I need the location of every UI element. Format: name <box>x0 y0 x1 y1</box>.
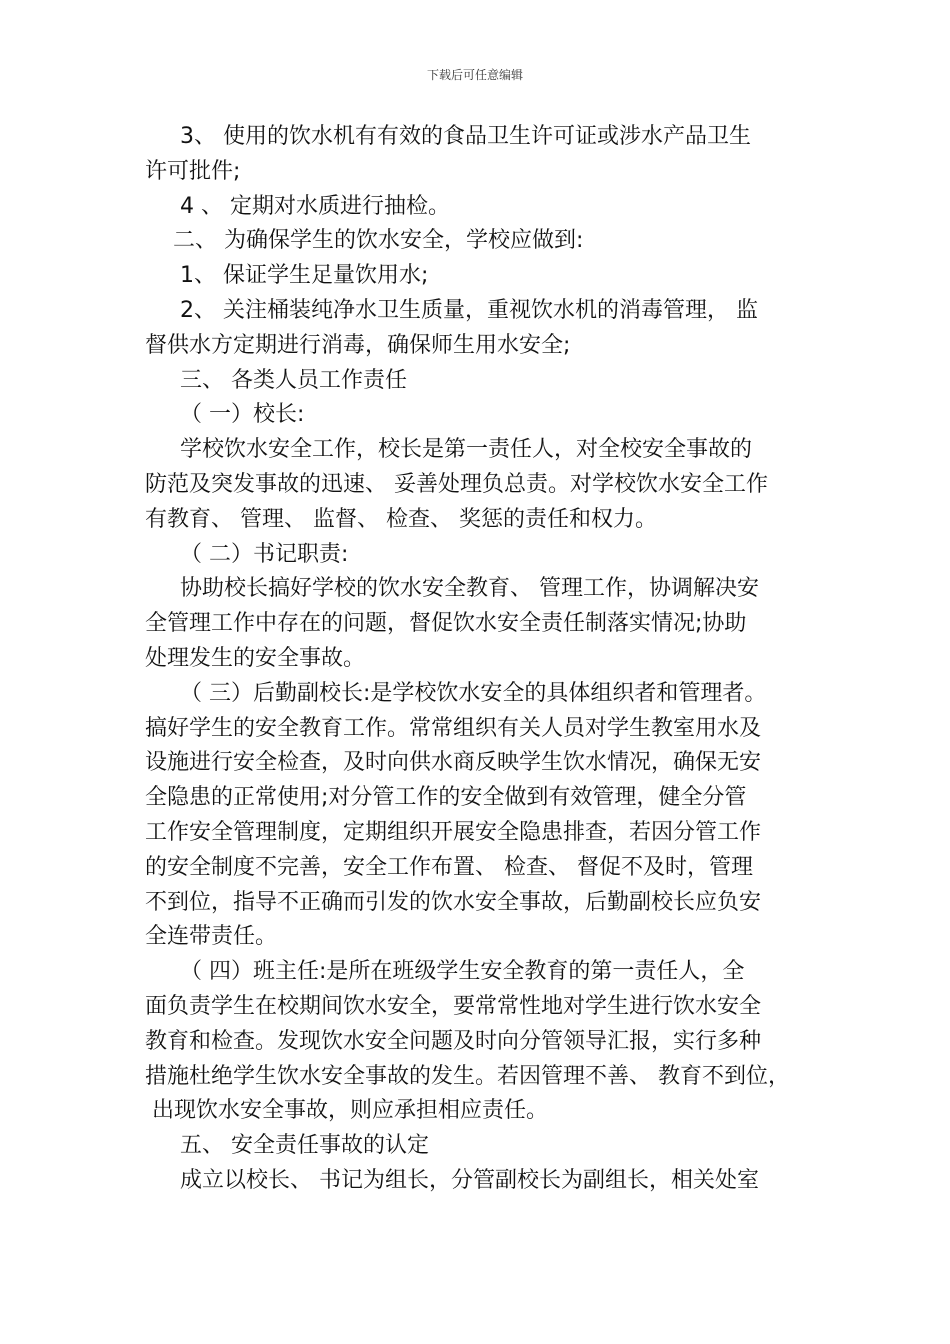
text-line: 教育和检查。发现饮水安全问题及时向分管领导汇报，实行多种 <box>145 1028 762 1054</box>
text-line: 工作安全管理制度，定期组织开展安全隐患排查，若因分管工作 <box>145 819 762 845</box>
subsection-heading: （ 一）校长: <box>145 402 305 428</box>
text-line: 防范及突发事故的迅速、 妥善处理负总责。对学校饮水安全工作 <box>145 471 768 497</box>
text-line: 处理发生的安全事故。 <box>145 645 366 671</box>
text-line: 4 、 定期对水质进行抽检。 <box>145 193 450 219</box>
text-line: 协助校长搞好学校的饮水安全教育、 管理工作，协调解决安 <box>145 576 759 602</box>
text-line: 全管理工作中存在的问题，督促饮水安全责任制落实情况;协助 <box>145 611 747 637</box>
text-line: （ 四）班主任:是所在班级学生安全教育的第一责任人，全 <box>145 959 745 985</box>
text-line: 3、 使用的饮水机有有效的食品卫生许可证或涉水产品卫生 <box>145 124 751 149</box>
text-line: 的安全制度不完善，安全工作布置、 检查、 督促不及时，管理 <box>145 854 753 880</box>
section-heading: 五、 安全责任事故的认定 <box>145 1133 429 1159</box>
subsection-heading: （ 二）书记职责: <box>145 541 349 567</box>
text-line: 全连带责任。 <box>145 924 278 950</box>
page-header-note: 下载后可任意编辑 <box>426 68 523 82</box>
text-line: 督供水方定期进行消毒，确保师生用水安全; <box>145 332 571 358</box>
document-body <box>145 120 815 1199</box>
text-line: 不到位，指导不正确而引发的饮水安全事故，后勤副校长应负安 <box>145 889 762 915</box>
text-line: 2、 关注桶装纯净水卫生质量，重视饮水机的消毒管理， 监 <box>145 297 758 323</box>
text-line: （ 三）后勤副校长:是学校饮水安全的具体组织者和管理者。 <box>145 680 767 706</box>
text-line: 设施进行安全检查，及时向供水商反映学生饮水情况，确保无安 <box>145 750 762 776</box>
text-line: 许可批件; <box>145 158 241 184</box>
section-heading: 二、 为确保学生的饮水安全，学校应做到: <box>145 228 584 254</box>
text-line: 面负责学生在校期间饮水安全，要常常性地对学生进行饮水安全 <box>145 993 762 1019</box>
text-line: 搞好学生的安全教育工作。常常组织有关人员对学生教室用水及 <box>145 715 762 741</box>
text-line: 1、 保证学生足量饮用水; <box>145 263 429 289</box>
section-heading: 三、 各类人员工作责任 <box>145 367 407 393</box>
text-line: 措施杜绝学生饮水安全事故的发生。若因管理不善、 教育不到位， <box>145 1063 790 1089</box>
text-line: 全隐患的正常使用;对分管工作的安全做到有效管理，健全分管 <box>145 785 747 811</box>
text-line: 有教育、 管理、 监督、 检查、 奖惩的责任和权力。 <box>145 506 657 532</box>
text-line: 出现饮水安全事故，则应承担相应责任。 <box>145 1098 548 1124</box>
text-line: 成立以校长、 书记为组长，分管副校长为副组长，相关处室 <box>145 1167 759 1193</box>
text-line: 学校饮水安全工作，校长是第一责任人，对全校安全事故的 <box>145 437 752 463</box>
